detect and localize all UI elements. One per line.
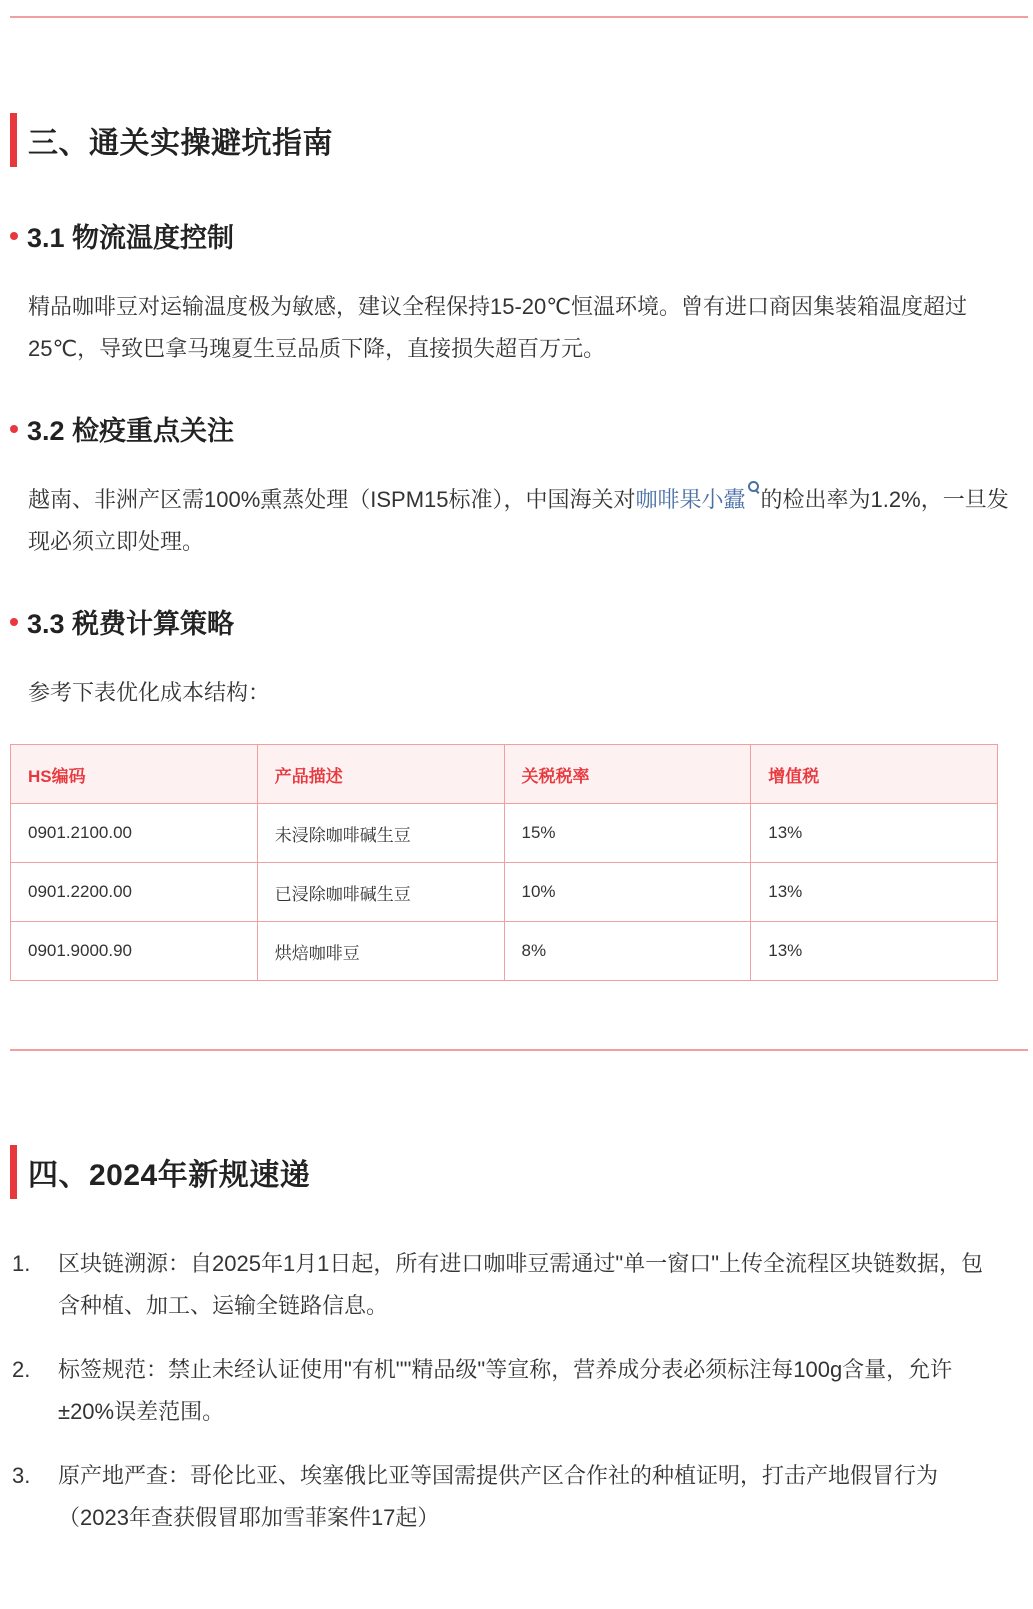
heading-accent-bar <box>10 1145 17 1199</box>
subsection-3-3-paragraph: 参考下表优化成本结构： <box>28 680 271 705</box>
subsection-3-2-paragraph <box>28 479 1018 563</box>
paragraph-text-after: 的检出率为1.2%，一旦发现必须立即处理。 <box>28 487 1009 554</box>
table-header-row <box>11 745 998 804</box>
list-item-text: 标签规范：禁止未经认证使用"有机""精品级"等宣称，营养成分表必须标注每100g含量，允许±20%误差范围。 <box>58 1357 953 1424</box>
list-item <box>10 1455 1000 1539</box>
table-row <box>11 804 998 863</box>
section3-heading <box>10 113 333 167</box>
table-header-cell: 关税税率 <box>504 745 751 804</box>
search-icon[interactable] <box>747 479 761 495</box>
tariff-table <box>10 744 998 981</box>
subsection-3-1-title: 3.1 物流温度控制 <box>27 223 235 253</box>
list-item <box>10 1243 1000 1327</box>
table-cell: 15% <box>504 804 751 863</box>
subsection-3-2-heading <box>10 409 234 448</box>
subsection-3-3-title: 3.3 税费计算策略 <box>27 609 235 639</box>
section-divider-middle <box>10 1049 1028 1051</box>
keyword-link[interactable]: 咖啡果小蠹 <box>635 487 746 512</box>
table-header-cell: HS编码 <box>11 745 258 804</box>
section4-heading <box>10 1145 310 1199</box>
table-cell: 0901.2200.00 <box>11 863 258 922</box>
subsection-3-1-paragraph: 精品咖啡豆对运输温度极为敏感，建议全程保持15-20℃恒温环境。曾有进口商因集装箱温度超过25℃，导致巴拿马瑰夏生豆品质下降，直接损失超百万元。 <box>28 294 967 361</box>
list-item-text: 区块链溯源：自2025年1月1日起，所有进口咖啡豆需通过"单一窗口"上传全流程区块链数据，包含种植、加工、运输全链路信息。 <box>58 1251 984 1318</box>
dot-icon <box>10 425 18 433</box>
list-item <box>10 1349 1000 1433</box>
table-cell: 已浸除咖啡碱生豆 <box>257 863 504 922</box>
dot-icon <box>10 232 18 240</box>
table-row <box>11 863 998 922</box>
table-cell: 13% <box>751 863 998 922</box>
list-item-number: 3. <box>12 1463 31 1488</box>
dot-icon <box>10 618 18 626</box>
heading-accent-bar <box>10 113 17 167</box>
table-cell: 烘焙咖啡豆 <box>257 922 504 981</box>
list-item-number: 2. <box>12 1357 31 1382</box>
subsection-3-3-heading <box>10 602 234 641</box>
subsection-3-1-heading <box>10 216 234 255</box>
table-cell: 0901.9000.90 <box>11 922 258 981</box>
table-cell: 0901.2100.00 <box>11 804 258 863</box>
table-cell: 10% <box>504 863 751 922</box>
table-cell: 8% <box>504 922 751 981</box>
list-item-text: 原产地严查：哥伦比亚、埃塞俄比亚等国需提供产区合作社的种植证明，打击产地假冒行为（2023年查获假冒耶加雪菲案件17起） <box>58 1463 939 1530</box>
paragraph-text-before: 越南、非洲产区需100%熏蒸处理（ISPM15标准），中国海关对 <box>28 487 636 512</box>
table-row <box>11 922 998 981</box>
list-item-number: 1. <box>12 1251 31 1276</box>
subsection-3-2-title: 3.2 检疫重点关注 <box>27 416 235 446</box>
section3-title: 三、通关实操避坑指南 <box>28 127 333 160</box>
table-cell: 13% <box>751 804 998 863</box>
table-cell: 13% <box>751 922 998 981</box>
table-cell: 未浸除咖啡碱生豆 <box>257 804 504 863</box>
section-divider-top <box>10 16 1028 18</box>
section4-title: 四、2024年新规速递 <box>28 1159 311 1192</box>
table-header-cell: 增值税 <box>751 745 998 804</box>
table-header-cell: 产品描述 <box>257 745 504 804</box>
regulation-list <box>10 1243 1000 1561</box>
